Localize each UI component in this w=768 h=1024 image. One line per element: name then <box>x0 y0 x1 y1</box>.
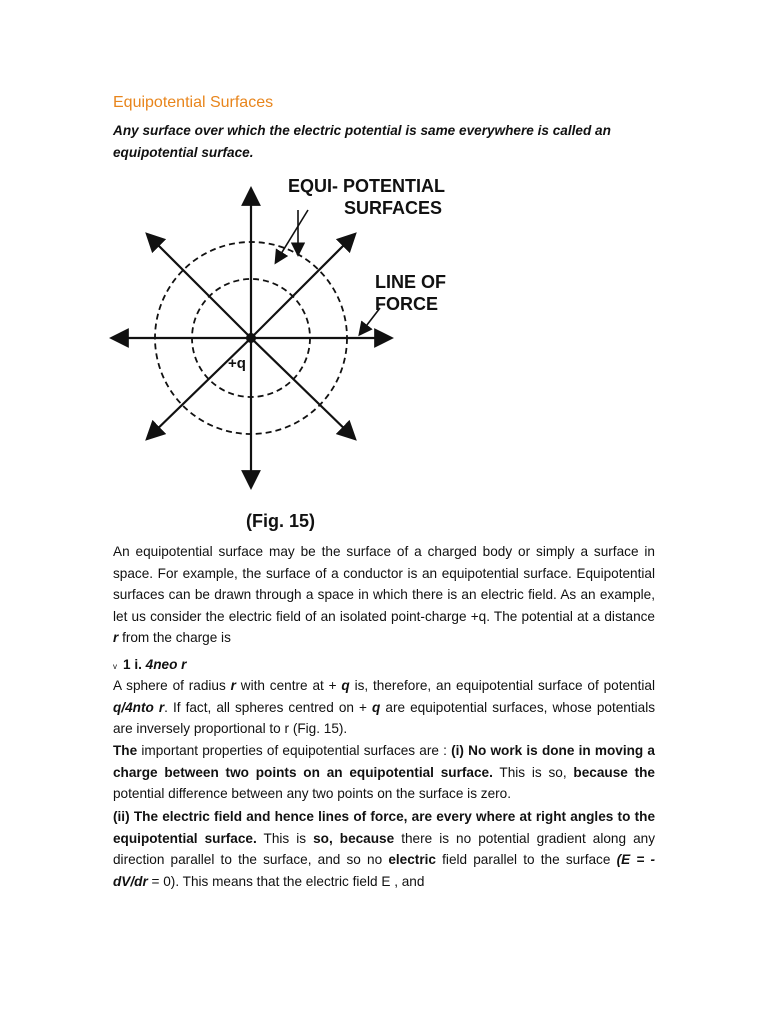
para2-text-5: are equipotential surfaces, whose potentials are inversely proportional to r (Fig. 15). <box>113 699 656 737</box>
figure-caption: (Fig. 15) <box>246 511 316 531</box>
para1-text-1: An equipotential surface may be the surface of a charged body or simply a surface in space. For example, the surface of a conductor is an equipotential surface. Equipotential surfaces can be drawn through a space in which there is an electric field. As an example, let us consider the electric field of an isolated point-charge +q. The potential at a distance <box>113 544 655 624</box>
para2-text-1: A sphere of radius <box>113 678 231 693</box>
para4-bold-1: (ii) The electric field and hence lines of force, are every where at right angles to the equipotential surface. <box>113 809 655 846</box>
equation-v: v <box>113 662 117 671</box>
para2-var-q2: q <box>372 699 381 715</box>
label-pointers <box>276 210 380 334</box>
paragraph-2 <box>113 675 655 740</box>
para4-text-3: field parallel to the surface <box>435 852 617 868</box>
para4-text-2: there is no potential gradient along any direction parallel to the surface, and so no <box>113 830 655 868</box>
para2-text-2: with centre at + <box>235 678 342 693</box>
label-line-of-force-line1: LINE OF <box>375 272 446 292</box>
para4-equation: (E = - dV/dr <box>113 852 655 889</box>
paragraph-4 <box>113 806 655 892</box>
field-line-up-left <box>148 235 251 338</box>
label-line-of-force-line2: FORCE <box>375 294 438 314</box>
para3-bold-2: (i) No work is done in moving a charge between two points on an equipotential surface. <box>113 743 655 780</box>
charge-label: +q <box>228 355 246 372</box>
para4-bold-2: so, because <box>313 830 395 846</box>
field-line-down-left <box>148 338 251 438</box>
field-line-up-right <box>251 235 354 338</box>
para4-text-1: This is <box>256 830 314 846</box>
para3-text-3: potential difference between any two points on the surface is zero. <box>113 786 511 802</box>
para1-var-r: r <box>113 630 119 646</box>
section-heading: Equipotential Surfaces <box>113 94 274 111</box>
label-equipotential-line1: EQUI- POTENTIAL <box>288 176 445 196</box>
para4-bold-3: electric <box>388 852 436 868</box>
para3-bold-1: The <box>113 743 138 758</box>
para1-text-2: from the charge is <box>118 630 231 646</box>
paragraph-1 <box>113 541 655 649</box>
para2-var-r: r <box>230 678 236 693</box>
equipotential-diagram <box>108 170 488 542</box>
para3-text-1: important properties of equipotential surfaces are : <box>137 743 452 758</box>
label-equipotential-line2: SURFACES <box>344 198 443 218</box>
equation-italic: 4neo r <box>145 657 187 672</box>
figure-equipotential <box>108 170 488 542</box>
equation-text: 1 i. <box>123 657 146 672</box>
para3-bold-3: because the <box>573 764 655 780</box>
para2-var-q: q <box>341 678 350 693</box>
point-charge <box>246 333 256 343</box>
para2-potential: q/4nto r <box>113 699 165 715</box>
definition-text: Any surface over which the electric potential is same everywhere is called an equipotential surface. <box>113 123 611 160</box>
para2-text-3: is, therefore, an equipotential surface of potential <box>349 678 655 693</box>
para3-text-2: This is so, <box>492 764 574 780</box>
field-line-down-right <box>251 338 354 438</box>
para2-text-4: . If fact, all spheres centred on + <box>164 699 373 715</box>
para4-text-4: = 0). This means that the electric field E , and <box>147 873 425 889</box>
paragraph-3 <box>113 740 655 805</box>
